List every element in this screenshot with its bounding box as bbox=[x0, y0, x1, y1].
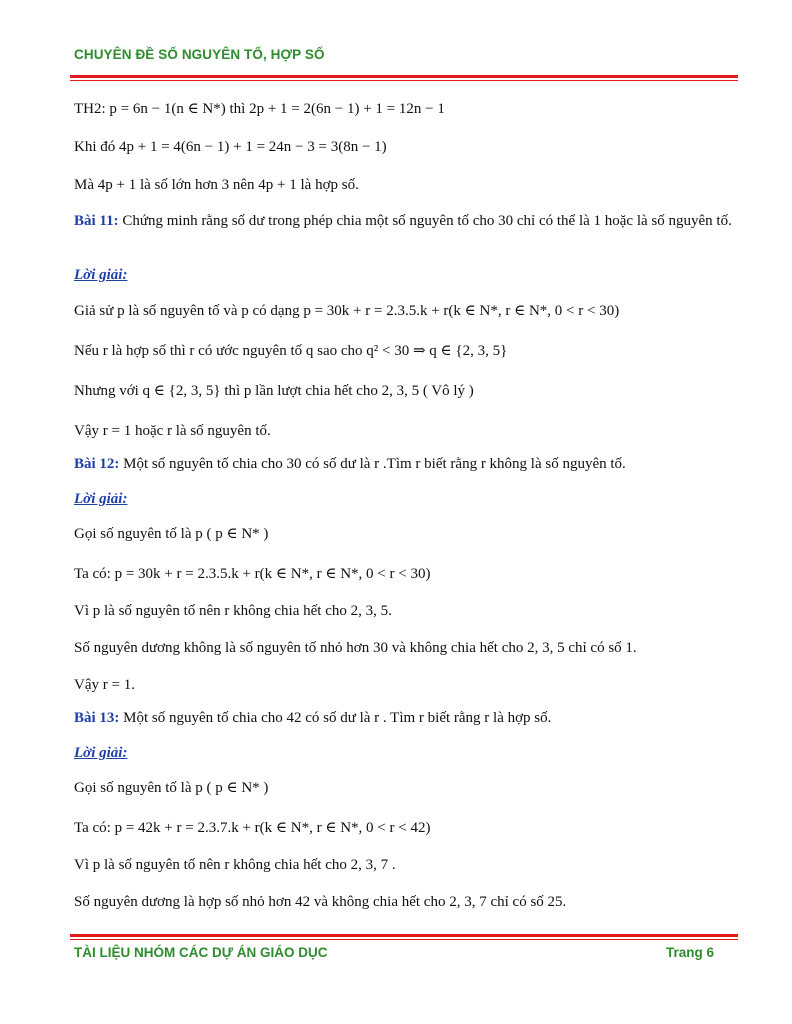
text-line: Mà 4p + 1 là số lớn hơn 3 nên 4p + 1 là hợp số. bbox=[74, 177, 359, 193]
text-line: Nhưng với q ∈ {2, 3, 5} thì p lần lượt chia hết cho 2, 3, 5 ( Vô lý ) bbox=[74, 383, 474, 399]
text-line: Gọi số nguyên tố là p ( p ∈ N* ) bbox=[74, 780, 269, 796]
text-line: Ta có: p = 42k + r = 2.3.7.k + r(k ∈ N*, r ∈ N*, 0 < r < 42) bbox=[74, 820, 431, 836]
problem-13 bbox=[74, 709, 551, 728]
text-line: Nếu r là hợp số thì r có ước nguyên tố q sao cho q² < 30 ⇒ q ∈ {2, 3, 5} bbox=[74, 343, 508, 359]
solution-heading bbox=[74, 744, 127, 763]
text-line: Vậy r = 1. bbox=[74, 677, 135, 693]
text-line: Gọi số nguyên tố là p ( p ∈ N* ) bbox=[74, 526, 269, 542]
problem-label: Bài 12: bbox=[74, 456, 120, 472]
solution-label: Lời giải: bbox=[74, 491, 128, 507]
problem-text: Một số nguyên tố chia cho 42 có số dư là r . Tìm r biết rằng r là hợp số. bbox=[119, 710, 552, 726]
page-number: Trang 6 bbox=[665, 945, 714, 960]
footer-organization: TÀI LIỆU NHÓM CÁC DỰ ÁN GIÁO DỤC bbox=[74, 945, 328, 960]
solution-heading bbox=[74, 266, 127, 285]
footer-rule bbox=[70, 934, 738, 937]
problem-label: Bài 11: bbox=[74, 213, 119, 229]
text-line: Ta có: p = 30k + r = 2.3.5.k + r(k ∈ N*, r ∈ N*, 0 < r < 30) bbox=[74, 566, 431, 582]
solution-label: Lời giải: bbox=[74, 745, 128, 761]
text-line: Khi đó 4p + 1 = 4(6n − 1) + 1 = 24n − 3 = 3(8n − 1) bbox=[74, 139, 387, 155]
problem-12 bbox=[74, 455, 626, 474]
page-header-title: CHUYÊN ĐỀ SỐ NGUYÊN TỐ, HỢP SỐ bbox=[74, 47, 325, 62]
text-line: Số nguyên dương là hợp số nhỏ hơn 42 và không chia hết cho 2, 3, 7 chỉ có số 25. bbox=[74, 894, 567, 910]
text-line: Vậy r = 1 hoặc r là số nguyên tố. bbox=[74, 423, 271, 439]
text-line: Số nguyên dương không là số nguyên tố nhỏ hơn 30 và không chia hết cho 2, 3, 5 chỉ có số 1. bbox=[74, 640, 637, 656]
solution-heading bbox=[74, 490, 127, 509]
header-rule bbox=[70, 75, 738, 78]
problem-label: Bài 13: bbox=[74, 710, 120, 726]
footer-rule-thin bbox=[70, 939, 738, 940]
solution-label: Lời giải: bbox=[74, 267, 128, 283]
header-rule-thin bbox=[70, 80, 738, 81]
text-line: Vì p là số nguyên tố nên r không chia hết cho 2, 3, 5. bbox=[74, 603, 392, 619]
text-line: Giả sử p là số nguyên tố và p có dạng p = 30k + r = 2.3.5.k + r(k ∈ N*, r ∈ N*, 0 < r < 30) bbox=[74, 303, 620, 319]
problem-text: Một số nguyên tố chia cho 30 có số dư là r .Tìm r biết rằng r không là số nguyên tố. bbox=[119, 456, 626, 472]
problem-11 bbox=[74, 212, 742, 231]
text-line: Vì p là số nguyên tố nên r không chia hết cho 2, 3, 7 . bbox=[74, 857, 396, 873]
text-line: TH2: p = 6n − 1(n ∈ N*) thì 2p + 1 = 2(6n − 1) + 1 = 12n − 1 bbox=[74, 101, 445, 117]
problem-text: Chứng minh rằng số dư trong phép chia một số nguyên tố cho 30 chỉ có thể là 1 hoặc là số nguyên tố. bbox=[118, 213, 732, 229]
